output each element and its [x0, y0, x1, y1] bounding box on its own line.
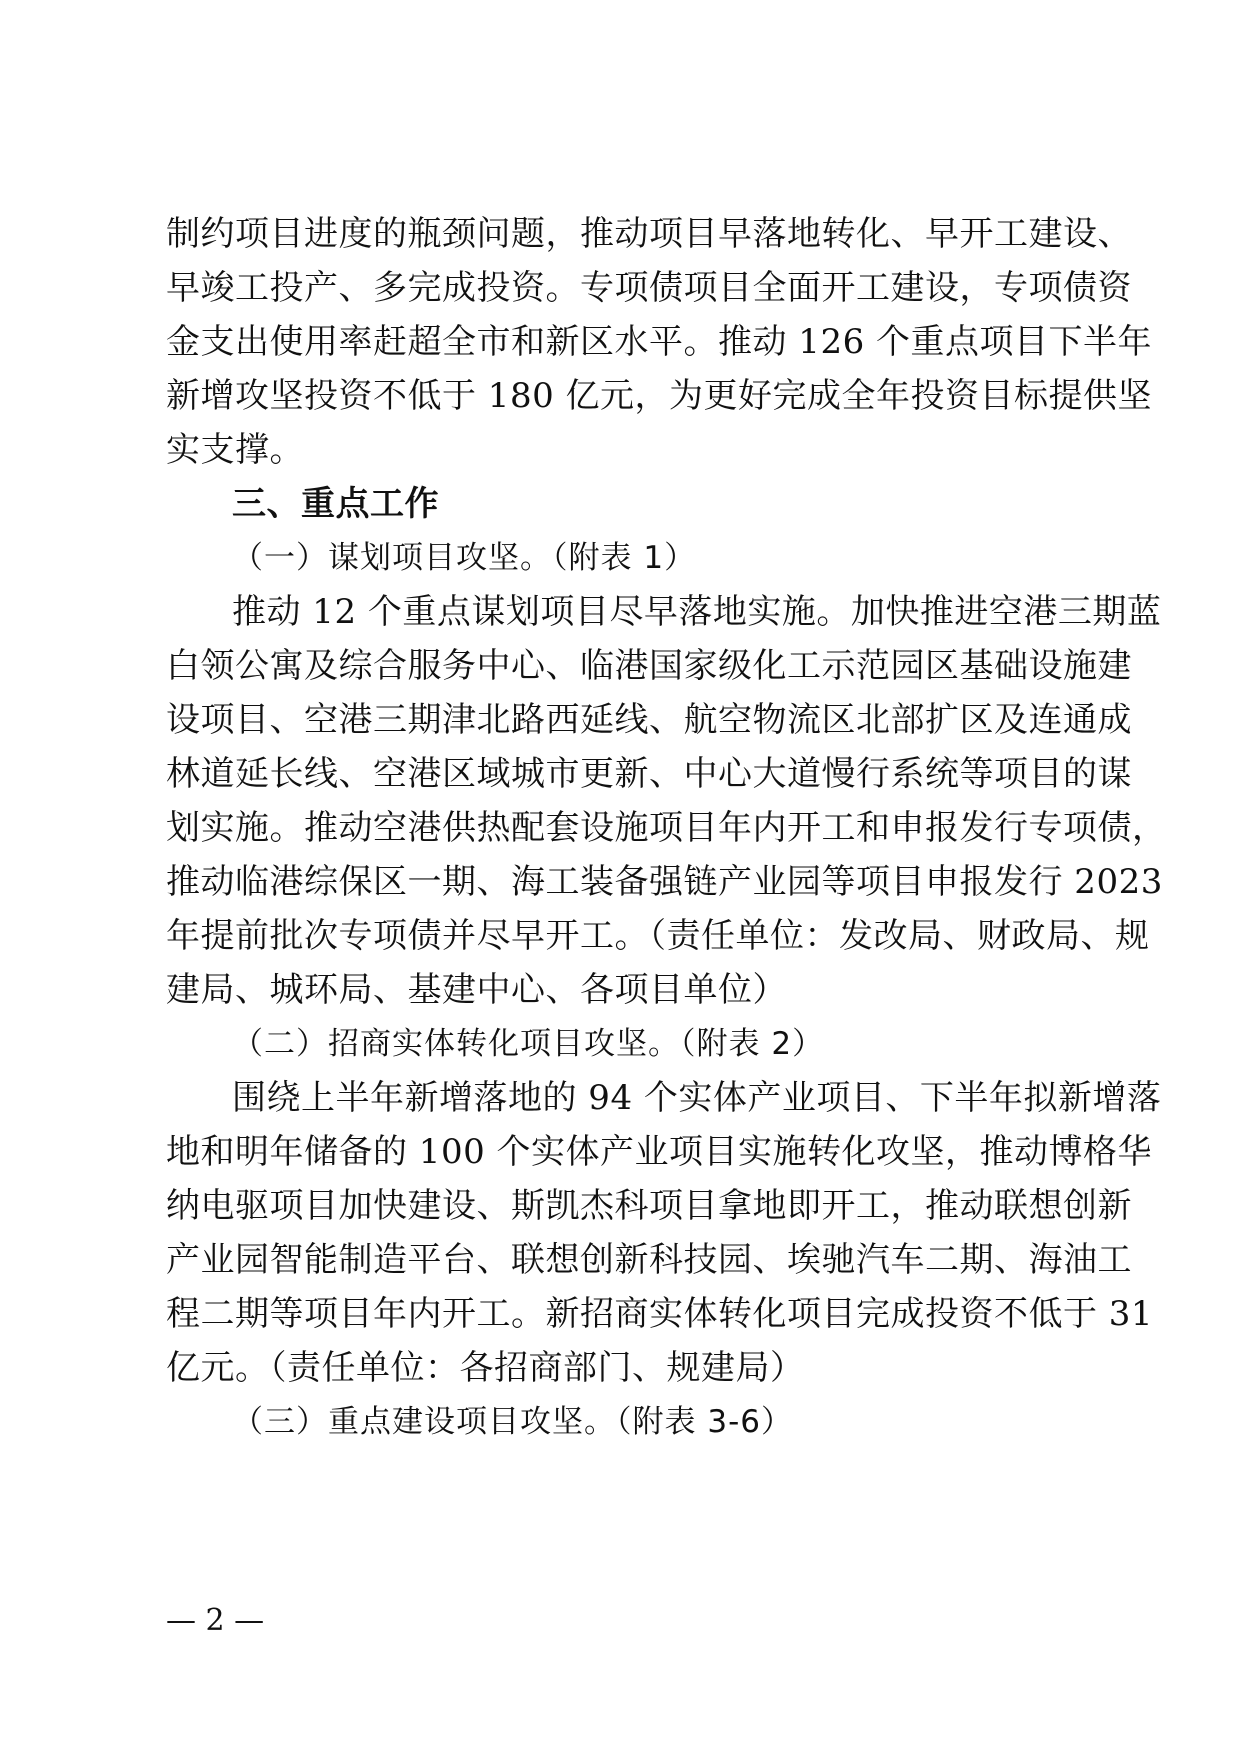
- paragraph-line-14: 围绕上半年新增落地的 94 个实体产业项目、下半年拟新增落: [232, 1078, 1162, 1118]
- paragraph-line-9: 林道延长线、空港区域城市更新、中心大道慢行系统等项目的谋: [166, 754, 1132, 794]
- paragraph-line-6: 推动 12 个重点谋划项目尽早落地实施。加快推进空港三期蓝: [232, 592, 1162, 632]
- paragraph-line-19: 亿元。（责任单位：各招商部门、规建局）: [166, 1348, 805, 1388]
- paragraph-line-2: 早竣工投产、多完成投资。专项债项目全面开工建设，专项债资: [166, 268, 1132, 308]
- paragraph-line-17: 产业园智能制造平台、联想创新科技园、埃驰汽车二期、海油工: [166, 1240, 1132, 1280]
- paragraph-line-12: 年提前批次专项债并尽早开工。（责任单位：发改局、财政局、规: [166, 916, 1150, 956]
- subheading-key-construction-projects: （三）重点建设项目攻坚。（附表 3-6）: [232, 1404, 793, 1440]
- paragraph-line-16: 纳电驱项目加快建设、斯凯杰科项目拿地即开工，推动联想创新: [166, 1186, 1132, 1226]
- paragraph-line-13: 建局、城环局、基建中心、各项目单位）: [166, 970, 787, 1010]
- paragraph-line-5: 实支撑。: [166, 430, 304, 470]
- paragraph-line-18: 程二期等项目年内开工。新招商实体转化项目完成投资不低于 31: [166, 1294, 1154, 1334]
- paragraph-line-10: 划实施。推动空港供热配套设施项目年内开工和申报发行专项债，: [166, 808, 1167, 848]
- paragraph-line-11: 推动临港综保区一期、海工装备强链产业园等项目申报发行 2023: [166, 862, 1163, 902]
- page-number: — 2 —: [166, 1603, 265, 1638]
- paragraph-line-4: 新增攻坚投资不低于 180 亿元，为更好完成全年投资目标提供坚: [166, 376, 1153, 416]
- paragraph-line-3: 金支出使用率赶超全市和新区水平。推动 126 个重点项目下半年: [166, 322, 1153, 362]
- paragraph-line-1: 制约项目进度的瓶颈问题，推动项目早落地转化、早开工建设、: [166, 214, 1132, 254]
- section-heading-key-work: 三、重点工作: [232, 484, 439, 524]
- subheading-planning-projects: （一）谋划项目攻坚。（附表 1）: [232, 540, 697, 576]
- paragraph-line-8: 设项目、空港三期津北路西延线、航空物流区北部扩区及连通成: [166, 700, 1132, 740]
- subheading-investment-projects: （二）招商实体转化项目攻坚。（附表 2）: [232, 1026, 825, 1062]
- paragraph-line-7: 白领公寓及综合服务中心、临港国家级化工示范园区基础设施建: [166, 646, 1132, 686]
- paragraph-line-15: 地和明年储备的 100 个实体产业项目实施转化攻坚，推动博格华: [166, 1132, 1153, 1172]
